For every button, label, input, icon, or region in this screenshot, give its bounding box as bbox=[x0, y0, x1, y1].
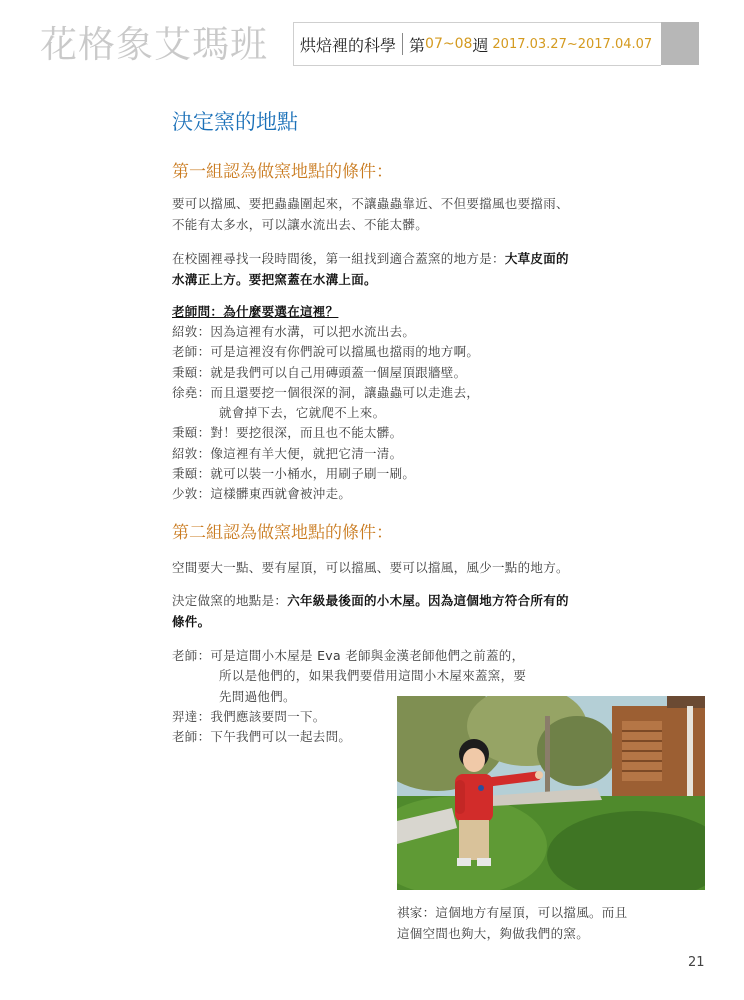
group1-condition-line: 不能有太多水，可以讓水流出去、不能太髒。 bbox=[172, 217, 429, 232]
dialog-line: 紹敦：因為這裡有水溝，可以把水流出去。 bbox=[172, 324, 416, 339]
dialog-line: 羿達：我們應該要問一下。 bbox=[172, 708, 326, 724]
header-bar bbox=[293, 22, 661, 66]
dialog-line: 老師：可是這間小木屋是 Eva 老師與金漢老師他們之前蓋的， bbox=[172, 648, 525, 663]
group2-decided-paragraph bbox=[172, 590, 569, 632]
dialog-line: 徐堯：而且還要挖一個很深的洞，讓蟲蟲可以走進去， bbox=[172, 384, 480, 400]
dialog-line: 秉頤：對！要挖很深，而且也不能太髒。 bbox=[172, 425, 403, 441]
group1-found-intro: 在校園裡尋找一段時間後，第一組找到適合蓋窯的地方是： bbox=[172, 251, 505, 266]
header-grey-block bbox=[661, 22, 699, 65]
site-photo-illustration bbox=[397, 696, 705, 890]
group1-heading: 第一組認為做窯地點的條件： bbox=[172, 162, 393, 182]
header-week-suffix: 週 bbox=[472, 35, 489, 55]
dialog-line: 紹敦：像這裡有羊大便，就把它清一清。 bbox=[172, 445, 403, 461]
dialog-line: 少敦：這樣髒東西就會被沖走。 bbox=[172, 486, 352, 502]
dialog-line: 先問過他們。 bbox=[219, 688, 296, 704]
group1-conditions bbox=[172, 193, 569, 235]
dialog-line: 就會掉下去，它就爬不上來。 bbox=[219, 405, 386, 421]
header-date-range: 2017.03.27~2017.04.07 bbox=[492, 36, 653, 52]
photo-caption bbox=[397, 902, 627, 944]
teacher-question: 老師問：為什麼要選在這裡？ bbox=[172, 304, 339, 319]
dialog-line: 所以是他們的，如果我們要借用這間小木屋來蓋窯，要 bbox=[219, 668, 527, 684]
dialog-line: 秉頤：就是我們可以自己用磚頭蓋一個屋頂跟牆壁。 bbox=[172, 364, 467, 380]
header-week-prefix: 第 bbox=[409, 35, 426, 55]
page-number: 21 bbox=[688, 955, 705, 970]
group2-decided-intro: 決定做窯的地點是： bbox=[172, 593, 288, 608]
header-divider bbox=[402, 33, 403, 55]
dialog-line: 秉頤：就可以裝一小桶水，用刷子刷一刷。 bbox=[172, 466, 416, 482]
group1-found-paragraph bbox=[172, 248, 569, 290]
photo-caption-line: 祺家：這個地方有屋頂，可以擋風。而且 bbox=[397, 905, 628, 920]
photo-caption-line: 這個空間也夠大，夠做我們的窯。 bbox=[397, 926, 590, 941]
brand-title: 花格象艾瑪班 bbox=[40, 23, 268, 66]
header-topic: 烘焙裡的科學 bbox=[300, 35, 397, 55]
group2-conditions: 空間要大一點、要有屋頂，可以擋風、要可以擋風，風少一點的地方。 bbox=[172, 560, 569, 575]
dialog-line: 老師：可是這裡沒有你們說可以擋風也擋雨的地方啊。 bbox=[172, 344, 480, 360]
group1-dialog bbox=[172, 322, 479, 505]
group2-decided-bold: 六年級最後面的小木屋。因為這個地方符合所有的 bbox=[287, 593, 569, 608]
site-photo bbox=[397, 696, 705, 890]
dialog-line: 老師：下午我們可以一起去問。 bbox=[172, 729, 352, 745]
page-title: 決定窯的地點 bbox=[172, 110, 298, 134]
group1-found-bold: 水溝正上方。要把窯蓋在水溝上面。 bbox=[172, 272, 377, 287]
group1-condition-line: 要可以擋風、要把蟲蟲圍起來，不讓蟲蟲靠近、不但要擋風也要擋雨、 bbox=[172, 196, 569, 211]
group2-heading: 第二組認為做窯地點的條件： bbox=[172, 523, 393, 543]
header-week-range: 07~08 bbox=[425, 36, 473, 52]
group2-decided-bold: 條件。 bbox=[172, 614, 211, 629]
group1-found-bold: 大草皮面的 bbox=[504, 251, 569, 266]
